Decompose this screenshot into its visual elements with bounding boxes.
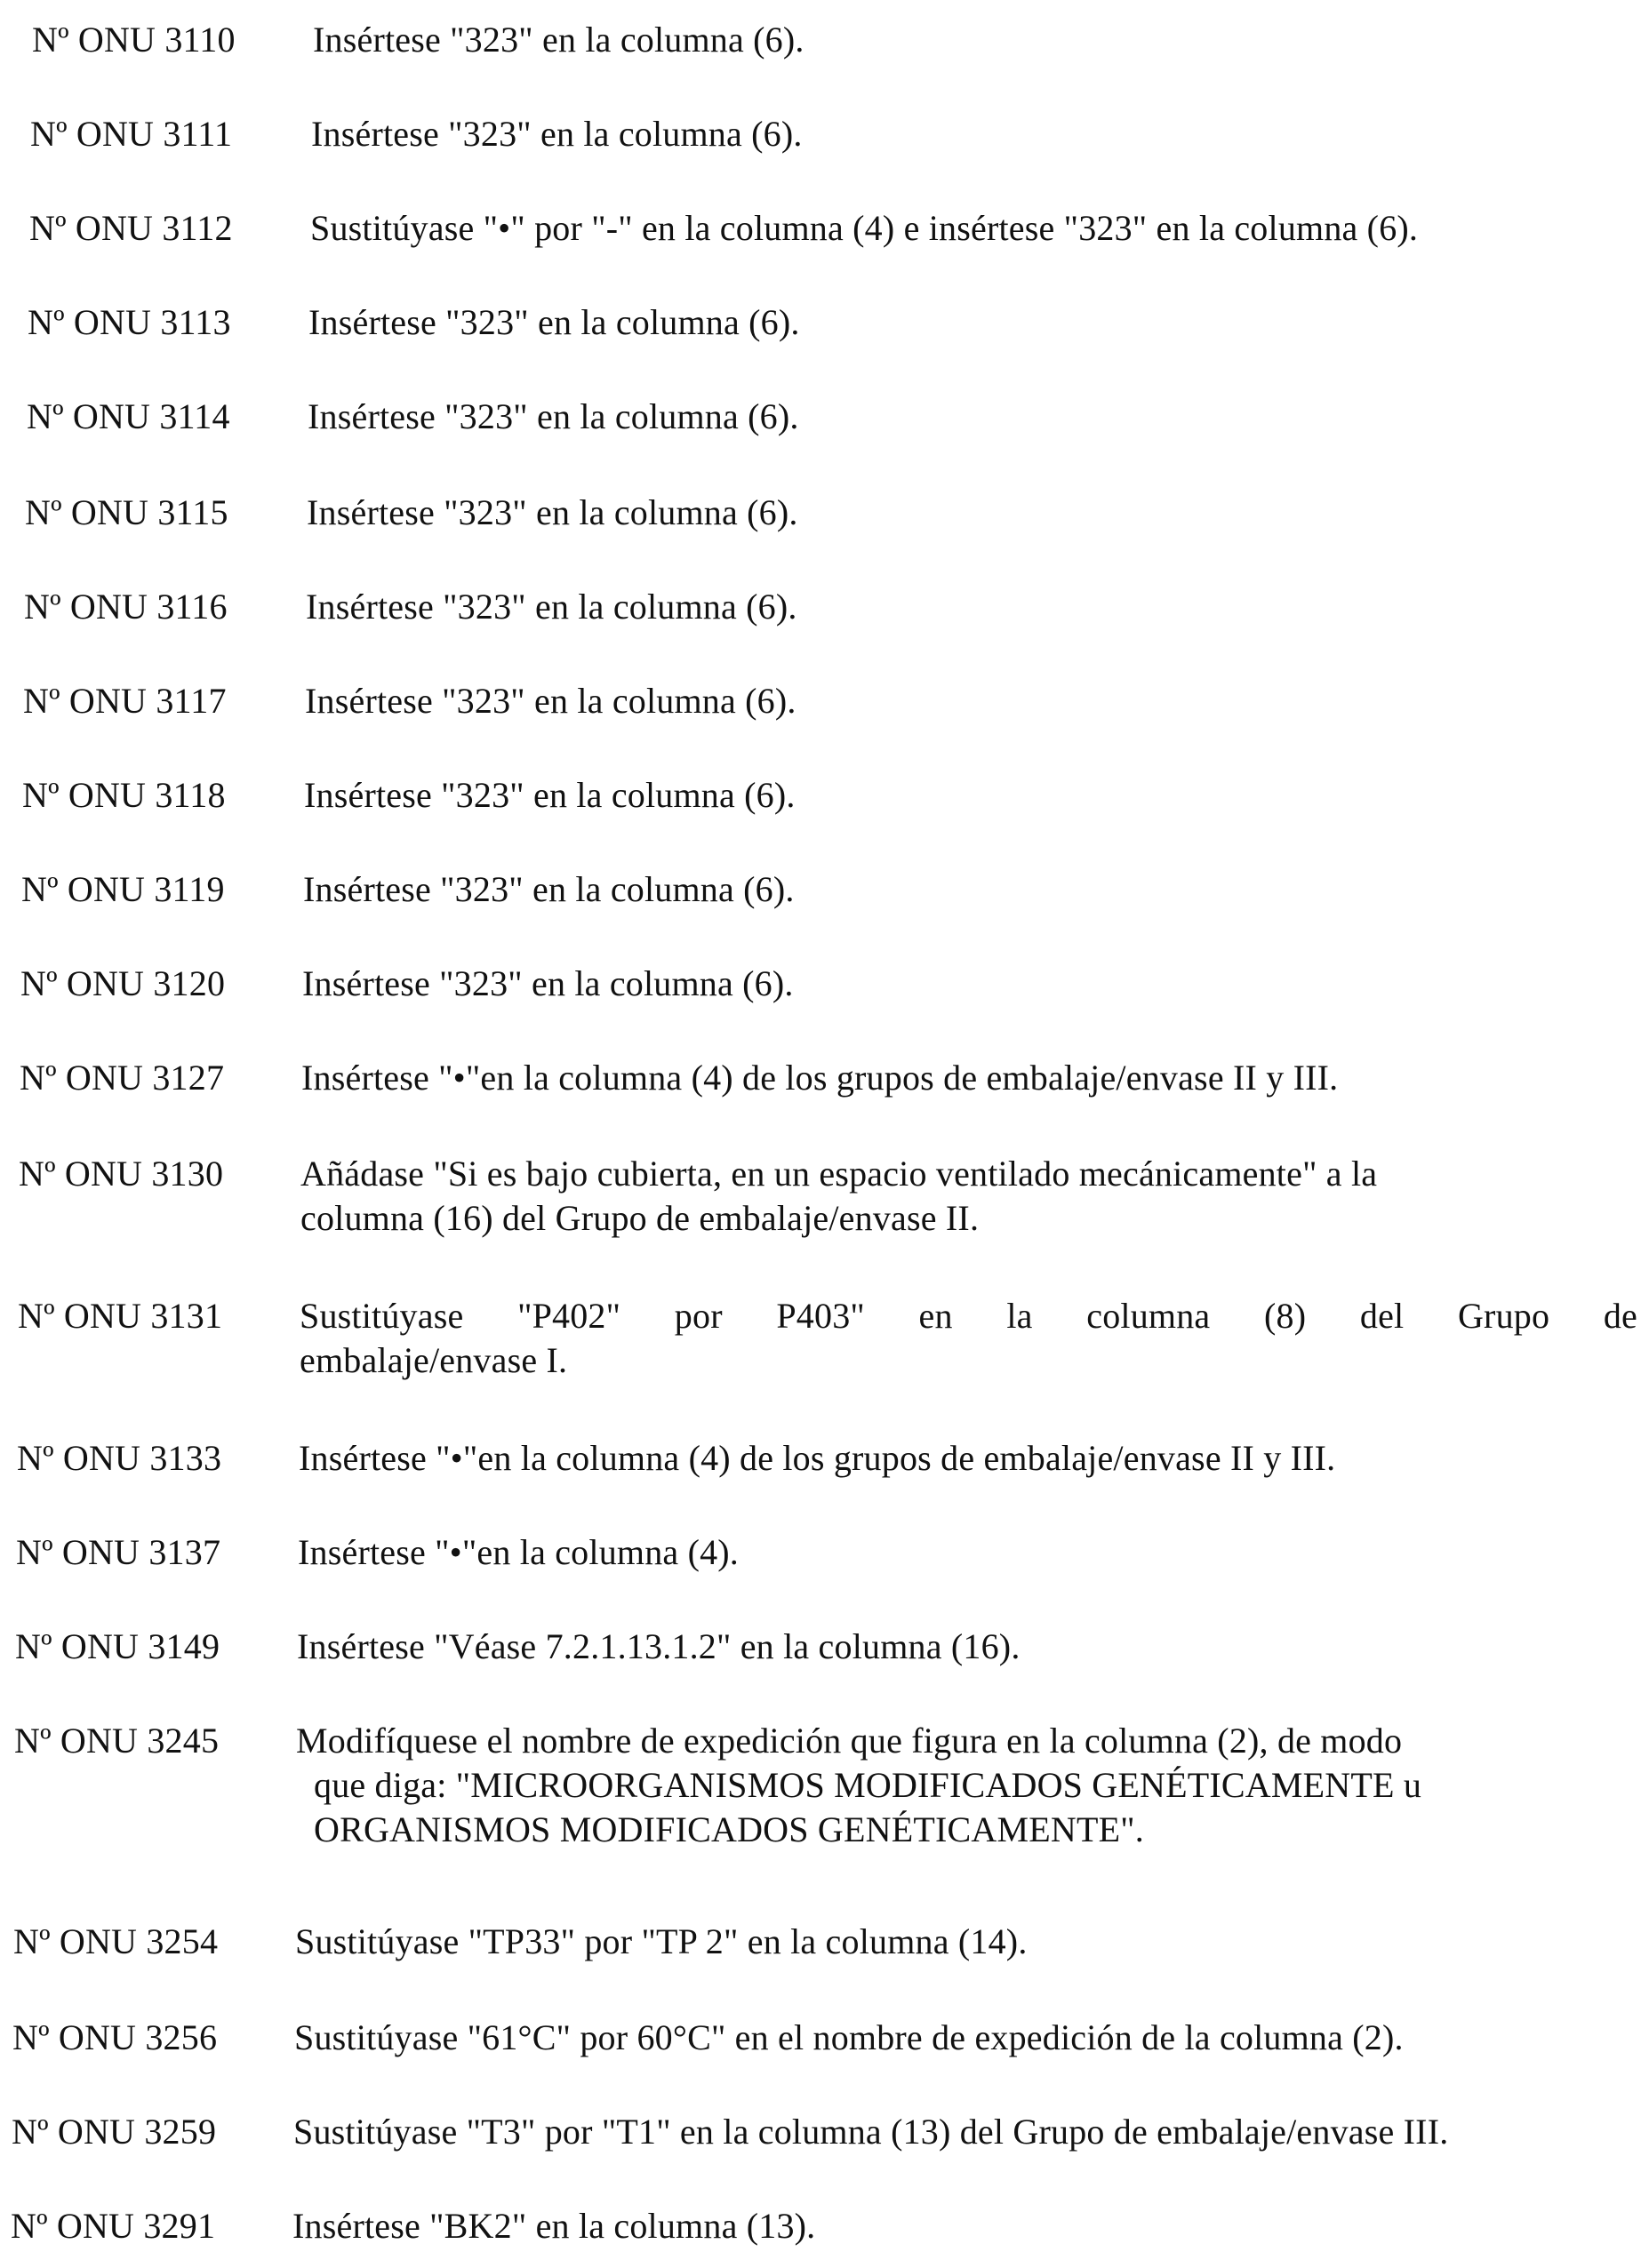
entry-line: Sustitúyase "T3" por "T1" en la columna (13) del Grupo de embalaje/envase III. xyxy=(293,2112,1449,2152)
entry-line: Insértese "Véase 7.2.1.13.1.2" en la columna (16). xyxy=(297,1626,1021,1666)
entry-line: Insértese "323" en la columna (6). xyxy=(313,20,804,60)
entry-text xyxy=(304,773,796,818)
entry-text xyxy=(302,962,794,1006)
entry-line: Modifíquese el nombre de expedición que figura en la columna (2), de modo xyxy=(296,1721,1403,1761)
entry-text xyxy=(295,1920,1028,1964)
entry-line: Insértese "•"en la columna (4) de los grupos de embalaje/envase II y III. xyxy=(301,1058,1339,1098)
entry-line: Insértese "BK2" en la columna (13). xyxy=(292,2206,816,2246)
un-number: Nº ONU 3133 xyxy=(17,1438,222,1478)
entry-line: Insértese "323" en la columna (6). xyxy=(302,963,794,1003)
entry-line: Insértese "323" en la columna (6). xyxy=(303,869,795,909)
entry-text xyxy=(300,1152,1377,1241)
un-number: Nº ONU 3259 xyxy=(12,2112,217,2152)
un-number: Nº ONU 3110 xyxy=(32,20,236,60)
entry-line: Insértese "•"en la columna (4) de los grupos de embalaje/envase II y III. xyxy=(299,1438,1336,1478)
un-number: Nº ONU 3254 xyxy=(13,1921,219,1961)
entry-text xyxy=(311,112,803,156)
entry-text xyxy=(298,1530,739,1575)
un-number: Nº ONU 3245 xyxy=(14,1721,220,1761)
entry-line: Sustitúyase "61°C" por 60°C" en el nombre de expedición de la columna (2). xyxy=(294,2017,1404,2057)
un-number: Nº ONU 3131 xyxy=(18,1296,223,1336)
entry-text xyxy=(301,1056,1338,1100)
entry-line: Insértese "•"en la columna (4). xyxy=(298,1532,740,1572)
entry-line: que diga: "MICROORGANISMOS MODIFICADOS GENÉTICAMENTE u xyxy=(314,1765,1422,1805)
entry-text xyxy=(303,867,795,912)
entry-text xyxy=(306,585,797,629)
entry-line: columna (16) del Grupo de embalaje/envase II. xyxy=(300,1198,980,1238)
un-number: Nº ONU 3137 xyxy=(16,1532,221,1572)
un-number: Nº ONU 3130 xyxy=(19,1154,224,1194)
entry-line: ORGANISMOS MODIFICADOS GENÉTICAMENTE". xyxy=(314,1809,1144,1849)
entry-line: Insértese "323" en la columna (6). xyxy=(304,775,796,815)
un-number: Nº ONU 3117 xyxy=(23,681,227,721)
entry-line: Insértese "323" en la columna (6). xyxy=(311,114,803,154)
entry-line: embalaje/envase I. xyxy=(300,1340,568,1380)
entry-line: Insértese "323" en la columna (6). xyxy=(307,492,798,532)
entry-line: Insértese "323" en la columna (6). xyxy=(308,396,799,436)
un-number: Nº ONU 3111 xyxy=(30,114,233,154)
entry-text xyxy=(307,491,798,535)
entry-text xyxy=(297,1625,1021,1669)
un-number: Nº ONU 3291 xyxy=(11,2206,216,2246)
entry-text xyxy=(305,679,796,723)
entry-line: Sustitúyase "TP33" por "TP 2" en la columna (14). xyxy=(295,1921,1028,1961)
entry-text xyxy=(294,2016,1404,2060)
un-number: Nº ONU 3127 xyxy=(20,1058,225,1098)
entry-text xyxy=(293,2110,1448,2154)
entry-text xyxy=(310,206,1418,251)
entry-line: Insértese "323" en la columna (6). xyxy=(305,681,796,721)
un-number: Nº ONU 3256 xyxy=(12,2017,218,2057)
entry-text xyxy=(300,1294,1637,1383)
entry-text xyxy=(313,18,804,62)
un-number: Nº ONU 3113 xyxy=(28,302,231,342)
entry-text xyxy=(292,2204,815,2248)
entry-line: Insértese "323" en la columna (6). xyxy=(306,587,797,627)
un-number: Nº ONU 3115 xyxy=(25,492,228,532)
un-number: Nº ONU 3120 xyxy=(20,963,226,1003)
un-number: Nº ONU 3112 xyxy=(29,208,233,248)
un-number: Nº ONU 3118 xyxy=(22,775,226,815)
un-number: Nº ONU 3149 xyxy=(15,1626,220,1666)
entry-text xyxy=(299,1436,1335,1481)
entry-line: Sustitúyase "•" por "-" en la columna (4) e insértese "323" en la columna (6). xyxy=(310,208,1419,248)
un-number: Nº ONU 3119 xyxy=(21,869,225,909)
entry-text xyxy=(308,300,800,345)
un-number: Nº ONU 3114 xyxy=(27,396,230,436)
entry-line: Sustitúyase "P402" por P403" en la columna (8) del Grupo de xyxy=(300,1296,1637,1336)
un-number: Nº ONU 3116 xyxy=(24,587,228,627)
entry-line: Añádase "Si es bajo cubierta, en un espacio ventilado mecánicamente" a la xyxy=(300,1154,1378,1194)
entry-line: Insértese "323" en la columna (6). xyxy=(308,302,800,342)
entry-text xyxy=(308,395,799,439)
entry-text xyxy=(296,1719,1638,1852)
